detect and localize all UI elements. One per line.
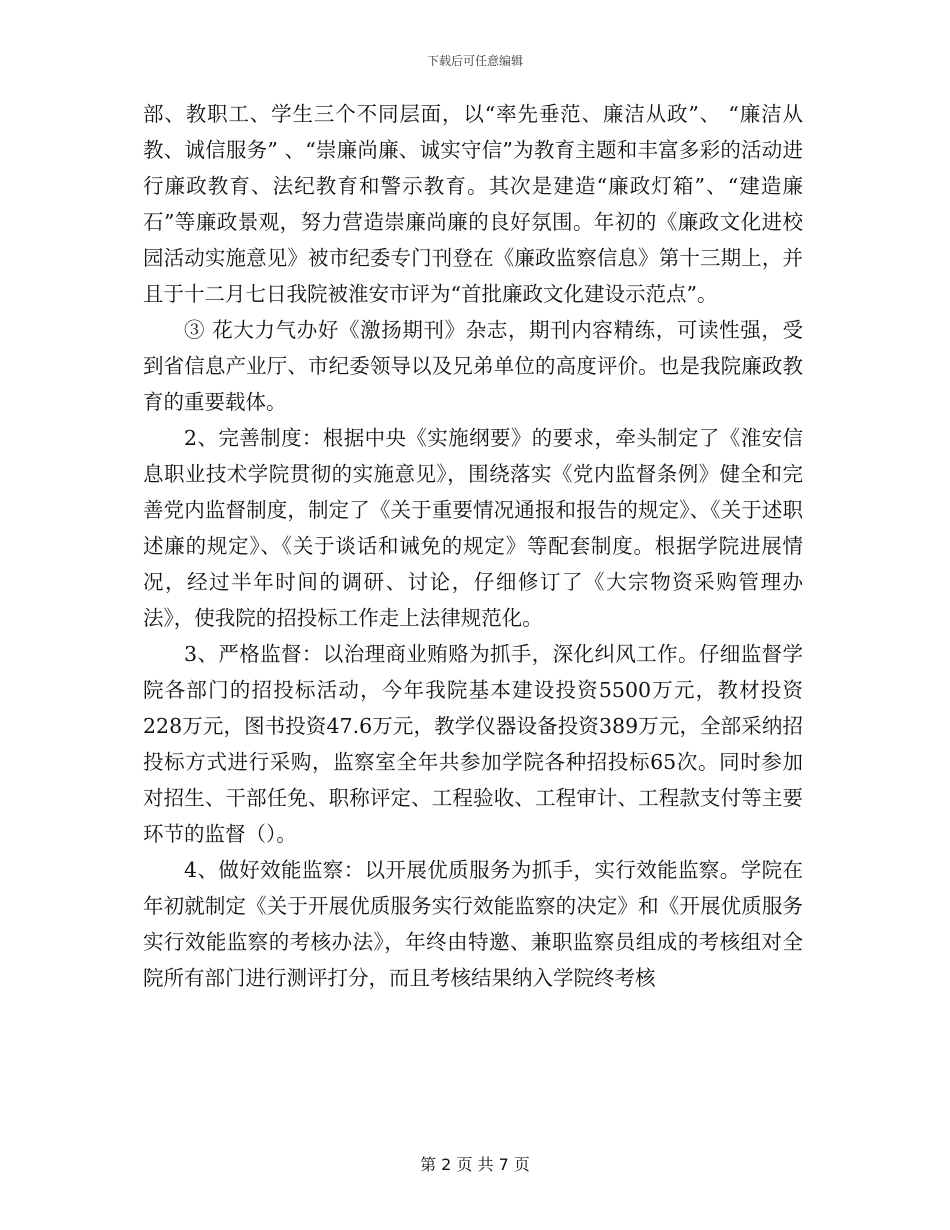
paragraph-efficiency-supervision: 4、做好效能监察：以开展优质服务为抓手，实行效能监察。学院在年初就制定《关于开展优质服务实行效能监察的决定》和《开展优质服务实行效能监察的考核办法》，年终由特邀、兼职监察员组成的考核组对全院所有部门进行测评打分，而且考核结果纳入学院终考核 (143, 858, 803, 990)
page-footer: 第 2 页 共 7 页 (420, 1155, 530, 1174)
paragraph-strict-supervision: 3、严格监督：以治理商业贿赂为抓手，深化纠风工作。仔细监督学院各部门的招投标活动，今年我院基本建设投资5500万元，教材投资228万元，图书投资47.6万元，教学仪器设备投资389万元，全部采纳招投标方式进行采购，监察室全年共参加学院各种招投标65次。同时参加对招生、干部任免、职称评定、工程验收、工程审计、工程款支付等主要环节的监督（）。 (143, 642, 803, 846)
document-body (143, 96, 803, 996)
page-header: 下载后可任意编辑 (426, 54, 523, 68)
paragraph-item-3: ③ 花大力气办好《激扬期刊》杂志，期刊内容精练，可读性强，受到省信息产业厅、市纪委领导以及兄弟单位的高度评价。也是我院廉政教育的重要载体。 (143, 318, 803, 414)
paragraph-improve-system: 2、完善制度：根据中央《实施纲要》的要求，牵头制定了《淮安信息职业技术学院贯彻的实施意见》，围绕落实《党内监督条例》健全和完善党内监督制度，制定了《关于重要情况通报和报告的规定》、《关于述职述廉的规定》、《关于谈话和诫免的规定》等配套制度。根据学院进展情况，经过半年时间的调研、讨论，仔细修订了《大宗物资采购管理办法》，使我院的招投标工作走上法律规范化。 (143, 426, 803, 630)
paragraph-continuation: 部、教职工、学生三个不同层面，以“率先垂范、廉洁从政”、 “廉洁从教、诚信服务” 、“崇廉尚廉、诚实守信”为教育主题和丰富多彩的活动进行廉政教育、法纪教育和警示教育。其次是建造“廉政灯箱”、“建造廉石”等廉政景观，努力营造崇廉尚廉的良好氛围。年初的《廉政文化进校园活动实施意见》被市纪委专门刊登在《廉政监察信息》第十三期上，并且于十二月七日我院被淮安市评为“首批廉政文化建设示范点”。 (143, 102, 803, 306)
